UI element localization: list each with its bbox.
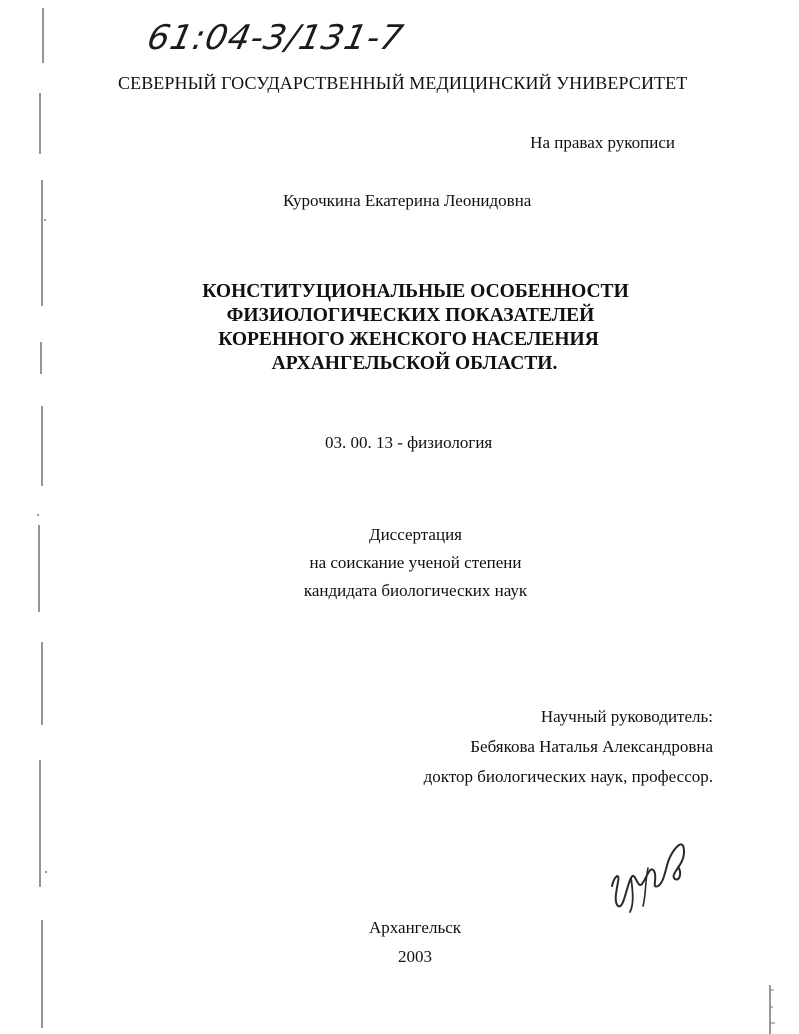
scientific-supervisor xyxy=(424,702,713,792)
title-line: ФИЗИОЛОГИЧЕСКИХ ПОКАЗАТЕЛЕЙ xyxy=(226,305,595,326)
degree-line: на соискание ученой степени xyxy=(309,553,522,572)
author-name: Курочкина Екатерина Леонидовна xyxy=(283,191,532,210)
university-name: СЕВЕРНЫЙ ГОСУДАРСТВЕННЫЙ МЕДИЦИНСКИЙ УНИВЕРСИТЕТ xyxy=(118,73,688,93)
degree-description xyxy=(0,521,799,605)
specialty-code: 03. 00. 13 - физиология xyxy=(325,433,493,452)
supervisor-title: доктор биологических наук, профессор. xyxy=(423,767,713,786)
city-name: Архангельск xyxy=(368,918,462,937)
publication-place-year xyxy=(0,913,799,971)
degree-line: Диссертация xyxy=(368,525,462,544)
handwritten-signature xyxy=(606,832,692,914)
title-line: КОНСТИТУЦИОНАЛЬНЫЕ ОСОБЕННОСТИ xyxy=(202,281,629,302)
manuscript-rights-note: На правах рукописи xyxy=(530,133,675,152)
degree-line: кандидата биологических наук xyxy=(303,581,528,600)
publication-year: 2003 xyxy=(398,947,432,966)
supervisor-label: Научный руководитель: xyxy=(540,707,713,726)
scan-edge-marks xyxy=(30,0,50,1034)
title-line: АРХАНГЕЛЬСКОЙ ОБЛАСТИ. xyxy=(271,353,558,374)
handwritten-reference-code: 61:04-3/131-7 xyxy=(143,18,408,58)
scan-corner-mark xyxy=(760,985,780,1034)
dissertation-title xyxy=(0,280,799,376)
supervisor-name: Бебякова Наталья Александровна xyxy=(470,737,713,756)
title-line: КОРЕННОГО ЖЕНСКОГО НАСЕЛЕНИЯ xyxy=(218,329,599,350)
